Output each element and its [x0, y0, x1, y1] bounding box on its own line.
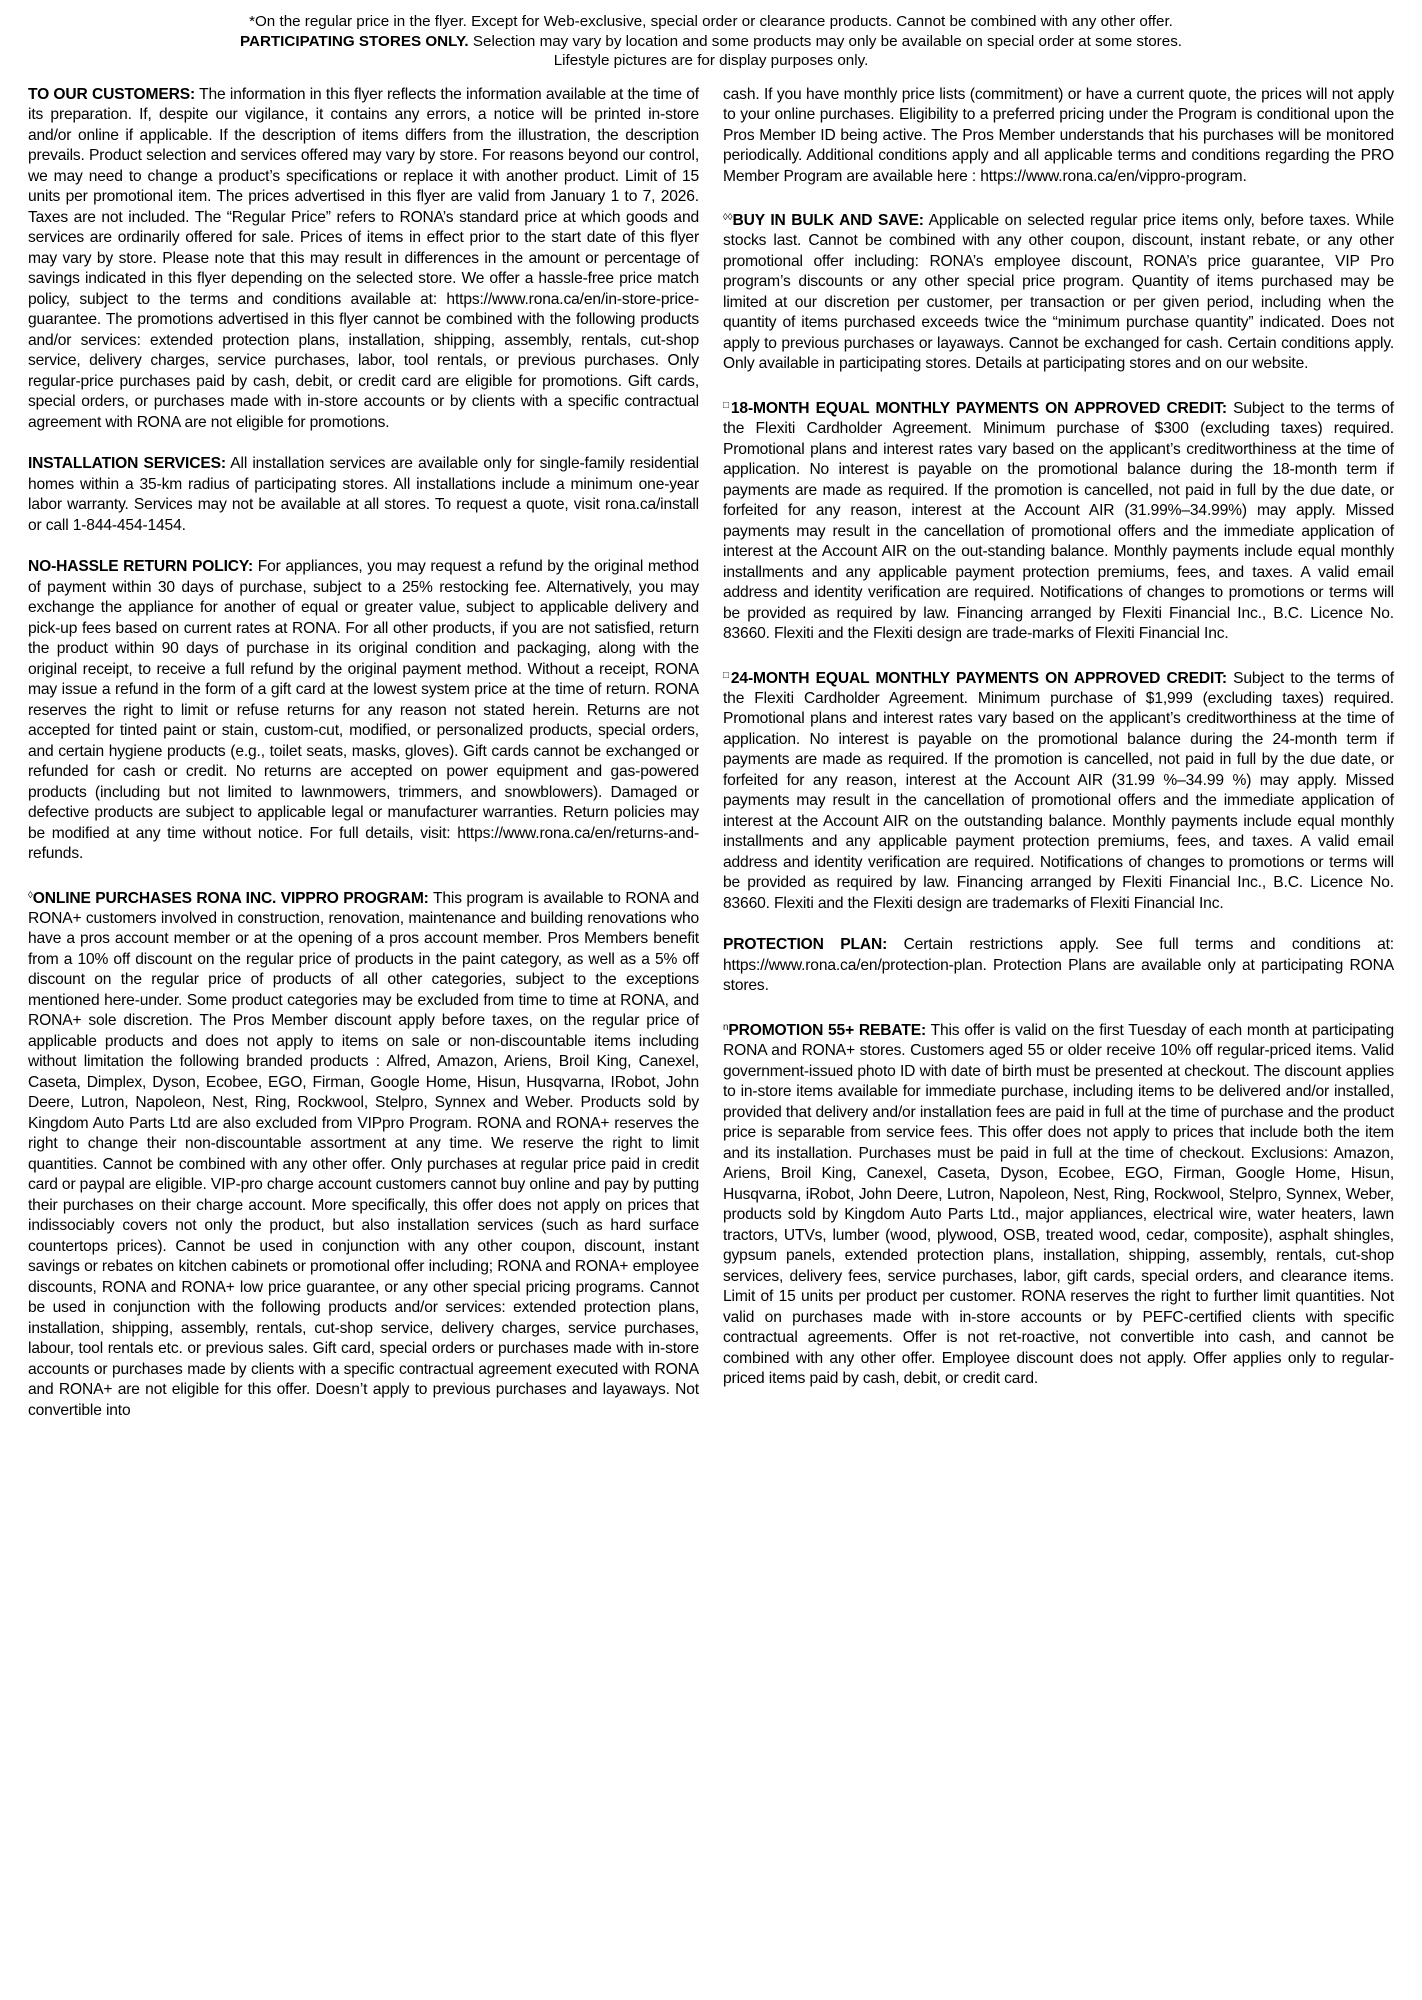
section-buy-in-bulk-and-save: [723, 208, 1394, 375]
section-body: For appliances, you may request a refund by the original method of payment within 30 days of purchase, subject to a 25% restocking fee. Alternatively, you may exchange the appliance for another of equal or greater value, subject to applicable delivery and pick-up fees based on current rates at RONA. For all other products, if you are not satisfied, return the product within 90 days of purchase in its original condition and packaging, along with the original receipt, to receive a full refund by the original payment method. Without a receipt, RONA may issue a refund in the form of a gift card at the lowest system price at the time of return. RONA reserves the right to limit or refuse returns for any reason not stated herein. Returns are not accepted for tinted paint or stain, custom-cut, modified, or personalized products, special orders, and certain hygiene products (e.g., toilet seats, masks, gloves). Gift cards cannot be exchanged or refunded for cash or credit. No returns are accepted on power equipment and gas-powered products (including but not limited to lawnmowers, trimmers, and snowblowers). Damaged or defective products are subject to applicable legal or manufacturer warranties. Return policies may be modified at any time without notice. For full details, visit: https://www.rona.ca/en/returns-and-refunds.: [28, 558, 699, 862]
section-18-month-payments: [723, 396, 1394, 645]
section-promotion-55-rebate: [723, 1018, 1394, 1390]
section-heading: PROMOTION 55+ REBATE:: [728, 1021, 926, 1039]
section-vippro-program: [28, 886, 699, 1422]
regular-price-note: *On the regular price in the flyer. Except for Web-exclusive, special order or clearance products. Cannot be combined with any other offer.: [249, 13, 1173, 30]
section-24-month-payments: [723, 666, 1394, 915]
section-heading: 18-MONTH EQUAL MONTHLY PAYMENTS ON APPROVED CREDIT:: [730, 399, 1227, 417]
top-note-line-2: [28, 32, 1394, 52]
left-column: [28, 85, 699, 1422]
right-column: [723, 85, 1394, 1422]
footnote-symbol: □: [723, 399, 731, 411]
section-protection-plan: [723, 935, 1394, 997]
section-heading: INSTALLATION SERVICES:: [28, 455, 226, 472]
section-body: The information in this flyer reflects the information available at the time of its preparation. If, despite our vigilance, it contains any errors, a notice will be printed in-store and/or online if applicable. If the description of items differs from the illustration, the description prevails. Product selection and services offered may vary by store. For reasons beyond our control, we may need to change a product’s specifications or replace it with another product. Limit of 15 units per promotional item. The prices advertised in this flyer are valid from January 1 to 7, 2026. Taxes are not included. The “Regular Price” refers to RONA’s standard price at which goods and services are ordinarily offered for sale. Prices of items in effect prior to the start date of this flyer may vary by store. Please note that this may result in differences in the amount or percentage of savings indicated in this flyer depending on the selected store. We offer a hassle-free price match policy, subject to the terms and conditions available at: https://www.rona.ca/en/in-store-price-guarantee. The promotions advertised in this flyer cannot be combined with the following products and/or services: extended protection plans, installation, shipping, assembly, rentals, cut-shop service, delivery charges, service purchases, labor, tool rentals, or previous purchases. Only regular-price purchases paid by cash, debit, or credit card are eligible for promotions. Gift cards, special orders, or purchases made with in-store accounts or by clients with a specific contractual agreement with RONA are not eligible for promotions.: [28, 85, 699, 431]
section-heading: ONLINE PURCHASES RONA INC. VIPPRO PROGRAM:: [32, 889, 429, 907]
footnote-symbol: n: [723, 1021, 729, 1033]
footnote-symbol: ◊◊: [723, 212, 733, 223]
section-body: All installation services are available only for single-family residential homes within a 35-km radius of participating stores. All installations include a minimum one-year labor warranty. Services may not be available at all stores. To request a quote, visit rona.ca/install or call 1-844-454-1454.: [28, 455, 699, 534]
section-heading: BUY IN BULK AND SAVE:: [732, 211, 924, 229]
section-heading: 24-MONTH EQUAL MONTHLY PAYMENTS ON APPROVED CREDIT:: [730, 669, 1227, 687]
participating-stores-label: PARTICIPATING STORES ONLY.: [239, 32, 469, 50]
section-to-our-customers: [28, 85, 699, 434]
section-heading: NO-HASSLE RETURN POLICY:: [28, 558, 253, 575]
footnote-symbol: □: [723, 669, 731, 681]
top-note-line-1: [28, 12, 1394, 32]
section-body: Applicable on selected regular price items only, before taxes. While stocks last. Cannot be combined with any other coupon, discount, instant rebate, or any other promotional offer including: RONA’s employee discount, RONA’s price guarantee, VIP Pro program’s discounts or any other special price program. Quantity of items purchased may be limited at our discretion per customer, per transaction or per given period, including when the quantity of items purchased exceeds twice the “minimum purchase quantity” indicated. Does not apply to previous purchases or layaways. Cannot be exchanged for cash. Certain conditions apply. Only available in participating stores. Details at participating stores and on our website.: [723, 211, 1395, 373]
top-note-line-3: [28, 51, 1394, 71]
section-body: This offer is valid on the first Tuesday of each month at participating RONA and RONA+ stores. Customers aged 55 or older receive 10% off regular-priced items. Valid government-issued photo ID with date of birth must be presented at checkout. The discount applies to in-store items available for immediate purchase, including items to be delivered and/or installed, provided that delivery and/or installation fees are paid in full at the time of purchase and the product price is separable from service fees. This offer does not apply to prices that include both the item and its installation. Purchases must be paid in full at the time of checkout. Exclusions: Amazon, Ariens, Broil King, Canexel, Caseta, Dyson, Ecobee, EGO, Firman, Google Home, Hisun, Husqvarna, iRobot, John Deere, Lutron, Napoleon, Nest, Ring, Rockwool, Stelpro, Synnex, Weber, products sold by Kingdom Auto Parts Ltd., major appliances, electrical wire, water heaters, lawn tractors, UTVs, lumber (wood, plywood, OSB, treated wood, cedar, composite), asphalt shingles, gypsum panels, extended protection plans, installation, shipping, assembly, rentals, cut-shop services, delivery fees, service purchases, labor, gift cards, special orders, and clearance items. Limit of 15 units per product per customer. RONA reserves the right to further limit quantities. Not valid on purchases made with in-store accounts or by PEFC-certified clients with specific contractual agreements. Offer is not ret-roactive, not convertible into cash, and cannot be combined with any other offer. Employee discount does not apply. Offer applies only to regular-priced items paid by cash, debit, or credit card.: [723, 1021, 1395, 1388]
section-body: Subject to the terms of the Flexiti Cardholder Agreement. Minimum purchase of $1,999 (excluding taxes) required. Promotional plans and interest rates vary based on the applicant’s creditworthiness at the time of application. No interest is payable on the promotional balance during the 24-month term if payments are made as required. If the promotion is cancelled, not paid in full by the due date, or forfeited for any reason, interest at the Account AIR (31.99 %–34.99 %) may apply. Missed payments may result in the cancellation of promotional offers and the immediate application of interest at the Account AIR on the outstanding balance. Monthly payments include equal monthly installments and any applicable payment protection premiums, fees, and taxes. A valid email address and identity verification are required. Notifications of changes to promotions or terms will be provided as required by law. Financing arranged by Flexiti Financial Inc., B.C. Licence No. 83660. Flexiti and the Flexiti design are trademarks of Flexiti Financial Inc.: [723, 669, 1394, 912]
section-heading: TO OUR CUSTOMERS:: [28, 85, 196, 103]
footnote-symbol: ◊: [28, 889, 33, 901]
participating-stores-note: Selection may vary by location and some products may only be available on special order at some stores.: [472, 32, 1183, 50]
section-no-hassle-return-policy: [28, 557, 699, 865]
two-column-legal-text: [28, 85, 1394, 1422]
section-heading: PROTECTION PLAN:: [723, 936, 888, 954]
section-vippro-continuation: [723, 85, 1394, 188]
section-body: cash. If you have monthly price lists (commitment) or have a current quote, the prices will not apply to your online purchases. Eligibility to a preferred pricing under the Program is conditional upon the Pros Member ID being active. The Pros Member understands that his purchases will be monitored periodically. Additional conditions apply and all applicable terms and conditions regarding the PRO Member Program are available here : https://www.rona.ca/en/vippro-program.: [723, 85, 1394, 185]
top-disclaimer-block: [28, 12, 1394, 71]
section-installation-services: [28, 454, 699, 536]
lifestyle-pictures-note: Lifestyle pictures are for display purposes only.: [553, 52, 869, 69]
section-body: Subject to the terms of the Flexiti Cardholder Agreement. Minimum purchase of $300 (excluding taxes) required. Promotional plans and interest rates vary based on the applicant’s creditworthiness at the time of application. No interest is payable on the promotional balance during the 18-month term if payments are made as required. If the promotion is cancelled, not paid in full by the due date, or forfeited for any reason, interest at the Account AIR (31.99%–34.99%) may apply. Missed payments may result in the cancellation of promotional offers and the immediate application of interest at the Account AIR on the out-standing balance. Monthly payments include equal monthly installments and any applicable payment protection premiums, fees, and taxes. A valid email address and identity verification are required. Notifications of changes to promotions or terms will be provided as required by law. Financing arranged by Flexiti Financial Inc., B.C. Licence No. 83660. Flexiti and the Flexiti design are trade-marks of Flexiti Financial Inc.: [723, 399, 1394, 643]
section-body: Certain restrictions apply. See full terms and conditions at: https://www.rona.ca/en/protection-plan. Protection Plans are available only at participating RONA stores.: [723, 936, 1394, 995]
section-body: This program is available to RONA and RONA+ customers involved in construction, renovation, maintenance and building renovations who have a pros account member or at the opening of a pros account member. Pros Members benefit from a 10% off discount on the regular price of products in the paint category, as well as a 5% off discount on the regular price of products of all other categories, subject to the exceptions mentioned here-under. Some product categories may be excluded from time to time at RONA, and RONA+ sole discretion. The Pros Member discount apply before taxes, on the regular price of applicable products and does not apply to items on sale or non-discountable items including without limitation the following branded products : Alfred, Amazon, Ariens, Broil King, Canexel, Caseta, Dimplex, Dyson, Ecobee, EGO, Firman, Google Home, Hisun, Husqvarna, IRobot, John Deere, Lutron, Napoleon, Nest, Ring, Rockwool, Stelpro, Synnex and Weber. Products sold by Kingdom Auto Parts Ltd are also excluded from VIPpro Program. RONA and RONA+ reserves the right to change their non-discountable assortment at any time. We reserve the right to limit quantities. Cannot be combined with any other offer. Only purchases at regular price paid in credit card or paypal are eligible. VIP-pro charge account customers cannot buy online and pay by putting their purchases on their charge account. More specifically, this offer does not apply on prices that indissociably covers not only the product, but also installation services (such as hard surface countertops prices). Cannot be used in conjunction with any other coupon, discount, instant savings or rebates on kitchen cabinets or promotional offer including; RONA and RONA+ employee discounts, RONA and RONA+ low price guarantee, or any other special pricing programs. Cannot be used in conjunction with the following products and/or services: extended protection plans, installation, shipping, assembly, rentals, cut-shop service, delivery charges, service purchases, labour, tool rentals etc. or previous sales. Gift card, special orders or purchases made with in-store accounts or purchases made by clients with a specific contractual agreement executed with RONA and RONA+ are not eligible for this offer. Doesn’t apply to previous purchases and layaways. Not convertible into: [28, 889, 700, 1419]
